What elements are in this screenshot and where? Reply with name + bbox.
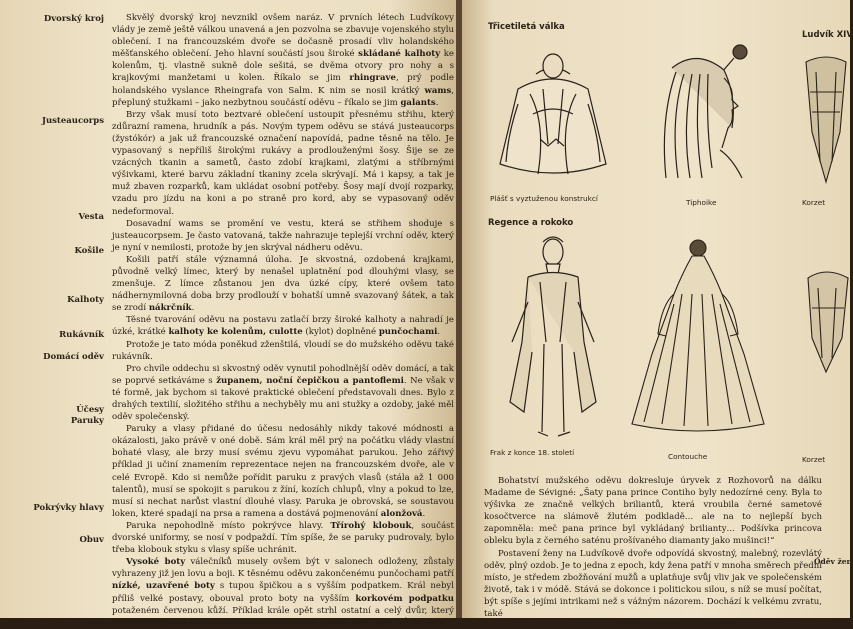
margin-note: Dvorský kroj xyxy=(43,14,104,24)
corset-illustration xyxy=(796,52,850,192)
body-paragraph: Paruky a vlasy přidané do účesu nedosáhly nikdy takové módnosti a okázalosti, jako právě v oné době. Sám král měl prý na počátku vlády vlastní bohaté vlasy, ale brzy musí svému zjevu vypomáhat parukou. Jeho zářivý příklad ji učiní znamením reprezentace nejen na francouzském dvoře, ale v celé Evropě. Kdo si nemůže pořídit paruku z pravých vlasů (stála až 1 000 talentů), musí se spokojit s parukou z žíní, kozích chlupů, vlny a pokud to lze, musí si nechat narůst vlastní dlouhé vlasy. Paruka je obrovská, se soustavou loken, které spadají na prsa a ramena a dostává pojmenování alonžová. xyxy=(112,424,454,519)
body-paragraph: Postavení ženy na Ludvíkově dvoře odpovídá skvostný, malebný, rozevlátý oděv, plný ozdob. Je to jedna z epoch, kdy žena patří v mnoha směrech přední místo, je středem zbožňování mužů a uplatňuje svůj vliv jak ve společenském životě, tak i v módě. Stává se dokonce i politickou silou, s níž se musí počítat, být spíše s jejími intrikami než s vážným názorem. Dochází k velkému zvratu, také xyxy=(484,548,822,620)
margin-note: Účesy xyxy=(76,405,104,415)
margin-note: Kalhoty xyxy=(67,295,104,305)
body-paragraph: Těsné tvarování oděvu na postavu zatlačí brzy široké kalhoty a nahradí je úzké, krátké kalhoty ke kolenům, culotte (kylot) doplněné punčochami. xyxy=(112,315,454,338)
caption-contouche: Contouche xyxy=(668,452,708,461)
margin-note: Vesta xyxy=(78,212,104,222)
caption-cloak: Plášť s vyztuženou konstrukcí xyxy=(490,194,598,203)
section-header-regence: Regence a rokoko xyxy=(488,218,574,228)
body-paragraph: Pro chvíle oddechu si skvostný oděv vynutil pohodlnější oděv domácí, a tak se poprvé setkáváme s županem, noční čepičkou a pantoflemi. Ne však v té formě, jak bychom si takové praktické oblečení představovali dnes. Bylo z drahých textilií, složitého střihu a nechyběly mu ani stužky a ozdoby, jaké měl oděv společenský. xyxy=(112,363,454,423)
corset-illustration-2 xyxy=(802,268,850,378)
right-body-text xyxy=(484,475,822,620)
cloak-illustration xyxy=(488,44,618,184)
margin-note: Paruky xyxy=(70,416,104,426)
body-paragraph: Skvělý dvorský kroj nevznikl ovšem naráz. V prvních létech Ludvíkovy vlády je země ještě válkou unavená a jen pozvolna se zbavuje vojenského stylu oblečení. I na francouzském dvoře se dočasně prosadí vliv holandského měšťanského oblečení. Jeho hlavní součástí jsou široké skládané kalhoty ke kolenům, tj. vlastně sukně dole sešitá, se dvěma otvory pro nohy a s krajkovými manžetami u kolen. Říkalo se jim rhingrave, prý podle holandského vyslance Rheingrafa von Salm. K nim se nosil krátký wams, přepluný stužkami – jako nezbytnou součástí oděvu – říkalo se jim galants. xyxy=(112,13,454,108)
frock-coat-illustration xyxy=(488,232,618,442)
section-header-war: Třicetiletá válka xyxy=(488,22,565,32)
body-paragraph: Vysoké boty válečníků musely ovšem být v salonech odloženy, zůstaly vyhrazeny již jen lovu a boji. K těsnému oděvu zakončenému punčochami patří nízké, uzavřené boty s tupou špičkou a s vyšším podpatkem. Král nebyl příliš velké postavy, obouval proto boty na vyšším korkovém podpatku potaženém červenou kůží. Příklad krále opět strhl ostatní a celý dvůr, který krále neustále se zbožněním sledoval, nosil pak takové boty jako svůj výsadu. xyxy=(112,557,455,628)
margin-note: Pokrývky hlavy xyxy=(33,503,104,513)
body-paragraph: Brzy však musí toto beztvaré oblečení ustoupit přesnému střihu, který zdůrazní ramena, hrudník a pás. Novým typem oděvu se stává justeaucorps (žystókór) a jak už francouzské označení napovídá, padne těsně na tělo. Je vypasovaný s nepříliš širokými rukávy a prodlouženými šosy. Šije se ze vzácných tkanin a sametů, často zdobí krajkami, zlatými a stříbrnými výšivkami, které barvu základní tkaniny zcela skrývají. Má i kapsy, a tak je muž zbaven rozparků, kam ukládat osobní potřeby. Šosy mají dvojí rozparky, vzadu pro jízdu na koni a po straně pro kord, aby se vypasovaný oděv nedeformoval. xyxy=(112,109,454,217)
margin-note: Rukávník xyxy=(59,330,104,340)
margin-note: Justeaucorps xyxy=(41,116,104,126)
caption-tiphoike: Tiphoike xyxy=(686,198,717,207)
margin-note: Obuv xyxy=(79,535,104,545)
section-header-louis: Ludvík XIV xyxy=(802,30,853,40)
caption-corset-1: Korzet xyxy=(802,198,826,207)
body-paragraph: Protože je tato móda poněkud zženštilá, vloudí se do mužského oděvu také rukávník. xyxy=(112,339,454,362)
body-paragraph: Dosavadní wams se promění ve vestu, která se střihem shoduje s justeaucorpsem. Je často vatovaná, takže nahrazuje teplejší vrchní oděv, který je nyní v nemilosti, protože by jen skrýval nádheru oděvu. xyxy=(112,218,454,253)
right-page xyxy=(462,0,853,620)
caption-frock: Frak z konce 18. století xyxy=(490,448,575,457)
caption-corset-2: Korzet xyxy=(802,455,826,464)
body-paragraph: Košili patří stále významná úloha. Je skvostná, ozdobená krajkami, původně velký límec, který by nenašel uplatnění pod dlouhými vlasy, se zmenšuje. Z límce zůstanou jen dva úzké cípy, které ovšem tato nádhernymilovná doba brzy prodlouží v bohatší umně svazovaný šátek, a tak se zrodí nákrčník. xyxy=(112,254,454,314)
body-paragraph: Paruka nepohodlně místo pokrývce hlavy. Třírohý klobouk, součást dvorské uniformy, se nosí v podpaždí. Tím spíše, že se paruky pudrovaly, bylo třeba klobouk styku s vlasy spíše uchránit. xyxy=(112,520,454,556)
hairstyle-illustration xyxy=(642,38,762,188)
margin-notes xyxy=(0,0,110,618)
margin-note: Košile xyxy=(74,246,104,256)
body-paragraph: Bohatství mužského oděvu dokresluje úryvek z Rozhovorů na dálku Madame de Sévigné: „Šaty pana prince Contiho byly nedozírné ceny. Byla to výšivka ze značně velkých briliantů, která vroubila černé sametové kosočtverce na slámově žlutém podkladě… ale na to nejlepší bych zapomněla: meč pana prince byl vykládaný brilianty… Podšívka princova obleku byla z černého saténu prošívaného diamanty jako mušinci!“ xyxy=(484,476,822,547)
contouche-illustration xyxy=(622,234,772,434)
margin-note-women: Oděv žen xyxy=(814,557,853,566)
margin-note: Domácí oděv xyxy=(43,352,104,362)
left-body-text xyxy=(112,12,454,629)
